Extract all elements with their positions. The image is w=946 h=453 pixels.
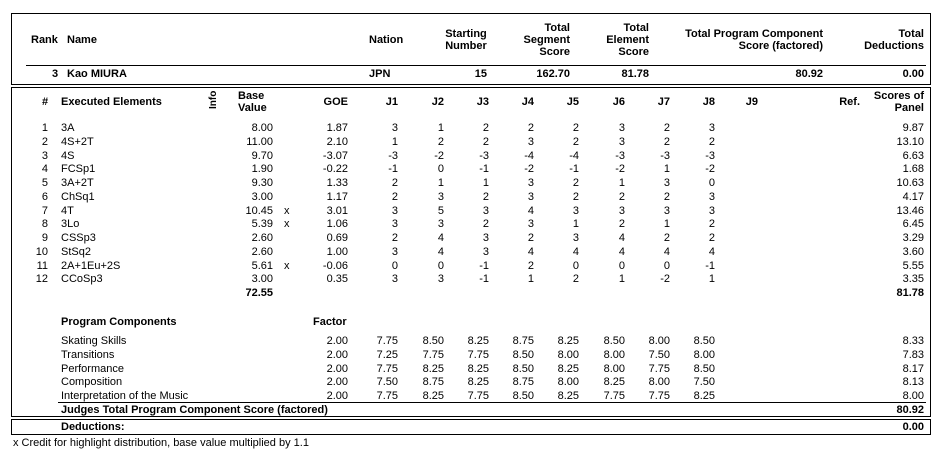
element-judge-score: 2 (572, 135, 579, 148)
element-judge-score: -2 (705, 163, 715, 176)
deductions-box (11, 419, 931, 435)
element-judge-score: -1 (479, 259, 489, 272)
element-judge-score: 2 (391, 232, 398, 244)
element-judge-score: 4 (572, 245, 579, 258)
element-judge-score: 0 (618, 259, 625, 272)
component-factor: 2.00 (326, 335, 348, 347)
element-goe: 1.33 (326, 177, 348, 189)
element-judge-score: 0 (391, 259, 398, 272)
element-goe: 0.35 (326, 273, 348, 286)
element-base-value: 11.00 (246, 135, 273, 148)
element-judge-score: 3 (527, 135, 534, 148)
element-judge-score: 2 (708, 218, 715, 231)
element-number: 7 (41, 204, 48, 217)
ref-header: Ref. (839, 96, 860, 108)
element-bonus-mark: x (284, 204, 290, 217)
component-judge-score: 8.25 (467, 335, 489, 347)
component-factor: 2.00 (326, 376, 348, 389)
judge-header-9: J9 (745, 96, 758, 108)
component-judge-score: 8.50 (693, 335, 715, 347)
element-base-value: 9.30 (251, 177, 273, 189)
element-number: 12 (35, 273, 48, 286)
element-name: 2A+1Eu+2S (61, 259, 121, 272)
element-judge-score: 3 (527, 218, 534, 231)
tes-header: Total Element Score (606, 22, 649, 58)
element-base-value: 1.90 (251, 163, 273, 176)
total-element-panel: 81.78 (896, 287, 924, 299)
element-judge-score: 3 (708, 190, 715, 203)
starting-number-value: 15 (474, 68, 487, 80)
element-judge-score: 2 (391, 177, 398, 189)
element-judge-score: 0 (437, 259, 444, 272)
element-judge-score: 1 (437, 177, 444, 189)
element-judge-score: 2 (527, 232, 534, 244)
element-judge-score: 5 (437, 204, 444, 217)
element-judge-score: -1 (479, 273, 489, 286)
total-base-value: 72.55 (245, 287, 273, 299)
component-panel-score: 7.83 (902, 348, 924, 361)
element-judge-score: -2 (660, 273, 670, 286)
element-base-value: 5.61 (251, 259, 273, 272)
element-judge-score: 1 (572, 218, 579, 231)
judge-header-2: J2 (431, 96, 444, 108)
component-panel-score: 8.17 (902, 362, 924, 375)
executed-elements-header: Executed Elements (61, 96, 162, 108)
nation-header: Nation (369, 34, 404, 46)
component-judge-score: 8.00 (648, 335, 670, 347)
element-judge-score: 3 (618, 122, 625, 134)
element-panel-score: 3.35 (902, 273, 924, 286)
deductions-total: 0.00 (902, 421, 924, 433)
component-factor: 2.00 (326, 348, 348, 361)
element-number: 3 (41, 149, 48, 162)
element-panel-score: 3.29 (902, 232, 924, 244)
element-base-value: 3.00 (251, 190, 273, 203)
element-name: 4S+2T (61, 135, 94, 148)
element-number: 4 (41, 163, 48, 176)
component-judge-score: 8.25 (467, 362, 489, 375)
element-goe: 0.69 (326, 232, 348, 244)
element-name: 3A (61, 122, 75, 134)
element-judge-score: 2 (618, 218, 625, 231)
component-judge-score: 8.50 (512, 362, 534, 375)
base-value-header: Base Value (238, 90, 267, 114)
component-judge-score: 8.75 (512, 335, 534, 347)
element-panel-score: 13.10 (896, 135, 924, 148)
element-judge-score: 2 (482, 190, 489, 203)
element-judge-score: 0 (663, 259, 670, 272)
component-judge-score: 8.50 (603, 335, 625, 347)
element-goe: 1.06 (326, 218, 348, 231)
component-judge-score: 7.50 (693, 376, 715, 389)
components-total-value: 80.92 (896, 404, 924, 416)
element-judge-score: 2 (572, 177, 579, 189)
element-name: 4T (61, 204, 74, 217)
component-panel-score: 8.00 (902, 390, 924, 402)
skater-name: Kao MIURA (67, 68, 127, 80)
element-judge-score: -1 (569, 163, 579, 176)
element-judge-score: -3 (705, 149, 715, 162)
element-goe: 3.01 (326, 204, 348, 217)
goe-header: GOE (323, 96, 348, 108)
element-name: StSq2 (61, 245, 91, 258)
element-judge-score: 3 (391, 204, 398, 217)
element-judge-score: -2 (615, 163, 625, 176)
component-judge-score: 7.50 (648, 348, 670, 361)
scores-of-panel-header: Scores of Panel (873, 90, 924, 114)
component-judge-score: 8.25 (422, 390, 444, 402)
element-judge-score: 3 (437, 190, 444, 203)
component-judge-score: 7.75 (376, 362, 398, 375)
element-base-value: 9.70 (251, 149, 273, 162)
component-judge-score: 8.00 (603, 362, 625, 375)
element-judge-score: 2 (482, 218, 489, 231)
element-judge-score: 4 (437, 245, 444, 258)
component-factor: 2.00 (326, 362, 348, 375)
element-base-value: 2.60 (251, 232, 273, 244)
element-number: 8 (41, 218, 48, 231)
deductions-value: 0.00 (902, 68, 924, 80)
element-judge-score: 2 (663, 122, 670, 134)
element-judge-score: 2 (572, 273, 579, 286)
element-goe: -3.07 (322, 149, 348, 162)
element-judge-score: 2 (663, 190, 670, 203)
element-judge-score: 3 (618, 135, 625, 148)
component-judge-score: 8.00 (648, 376, 670, 389)
element-judge-score: 1 (437, 122, 444, 134)
element-panel-score: 10.63 (896, 177, 924, 189)
element-name: CSSp3 (61, 232, 96, 244)
tss-value: 162.70 (536, 68, 570, 80)
element-judge-score: 4 (663, 245, 670, 258)
element-panel-score: 13.46 (896, 204, 924, 217)
tes-value: 81.78 (621, 68, 649, 80)
starting-number-header: Starting Number (445, 28, 487, 52)
element-goe: 2.10 (326, 135, 348, 148)
element-judge-score: 1 (391, 135, 398, 148)
element-judge-score: 2 (663, 135, 670, 148)
element-name: 3A+2T (61, 177, 94, 189)
element-number: 9 (41, 232, 48, 244)
element-judge-score: -1 (388, 163, 398, 176)
element-judge-score: 3 (527, 190, 534, 203)
component-judge-score: 8.00 (557, 376, 579, 389)
element-name: CCoSp3 (61, 273, 103, 286)
element-judge-score: 3 (482, 204, 489, 217)
component-judge-score: 8.00 (603, 348, 625, 361)
element-judge-score: 2 (527, 259, 534, 272)
element-judge-score: 4 (527, 204, 534, 217)
element-number: 5 (41, 177, 48, 189)
judge-header-8: J8 (702, 96, 715, 108)
component-judge-score: 7.75 (376, 390, 398, 402)
element-goe: -0.06 (322, 259, 348, 272)
element-judge-score: 1 (663, 163, 670, 176)
element-judge-score: 2 (391, 190, 398, 203)
element-judge-score: 0 (437, 163, 444, 176)
element-goe: 1.00 (326, 245, 348, 258)
element-number: 10 (35, 245, 48, 258)
element-judge-score: 2 (437, 135, 444, 148)
element-number: 11 (36, 259, 48, 272)
element-bonus-mark: x (284, 259, 290, 272)
element-judge-score: 0 (572, 259, 579, 272)
element-judge-score: 3 (437, 218, 444, 231)
component-judge-score: 8.00 (693, 348, 715, 361)
element-panel-score: 9.87 (902, 122, 924, 134)
element-goe: -0.22 (322, 163, 348, 176)
element-base-value: 5.39 (251, 218, 273, 231)
judge-header-4: J4 (521, 96, 534, 108)
element-name: FCSp1 (61, 163, 96, 176)
element-judge-score: 0 (708, 177, 715, 189)
element-judge-score: 1 (527, 273, 534, 286)
element-judge-score: 3 (391, 122, 398, 134)
element-judge-score: 2 (572, 122, 579, 134)
element-judge-score: -4 (569, 149, 579, 162)
element-name: 4S (61, 149, 75, 162)
element-bonus-mark: x (284, 218, 290, 231)
element-judge-score: 3 (482, 232, 489, 244)
element-judge-score: -3 (660, 149, 670, 162)
element-judge-score: 2 (527, 122, 534, 134)
name-header: Name (67, 34, 97, 46)
element-panel-score: 6.45 (902, 218, 924, 231)
component-name: Composition (61, 376, 123, 389)
summary-divider (26, 65, 926, 66)
component-judge-score: 8.75 (512, 376, 534, 389)
component-judge-score: 8.25 (693, 390, 715, 402)
element-judge-score: -1 (705, 259, 715, 272)
element-judge-score: -3 (479, 149, 489, 162)
element-judge-score: 2 (572, 190, 579, 203)
element-panel-score: 6.63 (902, 149, 924, 162)
element-judge-score: 3 (708, 122, 715, 134)
element-panel-score: 1.68 (902, 163, 924, 176)
judge-header-3: J3 (476, 96, 489, 108)
component-judge-score: 8.25 (557, 362, 579, 375)
element-number: 1 (41, 122, 48, 134)
component-judge-score: 7.75 (603, 390, 625, 402)
rank-header: Rank (31, 34, 58, 46)
element-judge-score: -1 (479, 163, 489, 176)
component-name: Transitions (61, 348, 115, 361)
judge-header-6: J6 (612, 96, 625, 108)
component-judge-score: 8.25 (467, 376, 489, 389)
component-judge-score: 7.25 (376, 348, 398, 361)
tss-header: Total Segment Score (523, 22, 570, 58)
element-judge-score: 3 (572, 232, 579, 244)
components-total-line (58, 402, 926, 403)
element-name: ChSq1 (61, 190, 95, 203)
element-judge-score: -3 (388, 149, 398, 162)
element-judge-score: 4 (708, 245, 715, 258)
element-base-value: 2.60 (251, 245, 273, 258)
element-judge-score: 3 (572, 204, 579, 217)
element-judge-score: 2 (618, 190, 625, 203)
element-judge-score: 3 (663, 177, 670, 189)
element-panel-score: 4.17 (902, 190, 924, 203)
component-judge-score: 8.00 (557, 348, 579, 361)
element-judge-score: 4 (437, 232, 444, 244)
component-judge-score: 7.75 (467, 390, 489, 402)
element-judge-score: 1 (663, 218, 670, 231)
component-panel-score: 8.33 (902, 335, 924, 347)
element-panel-score: 3.60 (902, 245, 924, 258)
element-judge-score: 4 (527, 245, 534, 258)
element-judge-score: -2 (434, 149, 444, 162)
element-base-value: 10.45 (245, 204, 273, 217)
component-judge-score: 8.75 (422, 376, 444, 389)
component-judge-score: 7.75 (376, 335, 398, 347)
element-judge-score: 2 (708, 232, 715, 244)
component-panel-score: 8.13 (902, 376, 924, 389)
element-goe: 1.87 (326, 122, 348, 134)
element-judge-score: 3 (618, 204, 625, 217)
element-judge-score: -2 (524, 163, 534, 176)
element-base-value: 3.00 (251, 273, 273, 286)
component-name: Performance (61, 362, 124, 375)
component-judge-score: 8.25 (557, 390, 579, 402)
element-name: 3Lo (61, 218, 80, 231)
element-judge-score: 1 (482, 177, 489, 189)
element-judge-score: 2 (482, 135, 489, 148)
element-judge-score: 4 (618, 245, 625, 258)
element-judge-score: 3 (437, 273, 444, 286)
element-number: 2 (41, 135, 48, 148)
element-judge-score: 3 (663, 204, 670, 217)
component-judge-score: 8.25 (422, 362, 444, 375)
deductions-header: Total Deductions (864, 28, 924, 52)
element-judge-score: 1 (618, 177, 625, 189)
deductions-label: Deductions: (61, 421, 125, 433)
judge-header-7: J7 (657, 96, 670, 108)
element-number: 6 (41, 190, 48, 203)
component-judge-score: 8.50 (512, 348, 534, 361)
element-judge-score: 3 (482, 245, 489, 258)
element-judge-score: 2 (708, 135, 715, 148)
component-judge-score: 7.75 (648, 390, 670, 402)
component-name: Interpretation of the Music (61, 390, 189, 402)
rank-value: 3 (52, 68, 59, 80)
component-judge-score: 8.25 (557, 335, 579, 347)
component-judge-score: 7.75 (648, 362, 670, 375)
factor-header: Factor (313, 316, 347, 328)
judge-header-5: J5 (566, 96, 579, 108)
element-judge-score: -4 (524, 149, 534, 162)
component-judge-score: 7.50 (376, 376, 398, 389)
element-judge-score: 1 (618, 273, 625, 286)
judge-header-1: J1 (385, 96, 398, 108)
component-name: Skating Skills (61, 335, 127, 347)
element-base-value: 8.00 (251, 122, 273, 134)
footnote: x Credit for highlight distribution, base value multiplied by 1.1 (13, 437, 309, 449)
info-header: Info (208, 90, 219, 109)
element-judge-score: 3 (391, 218, 398, 231)
element-number-header: # (42, 96, 49, 108)
element-panel-score: 5.55 (902, 259, 924, 272)
component-judge-score: 8.50 (422, 335, 444, 347)
element-judge-score: 2 (482, 122, 489, 134)
element-judge-score: 4 (618, 232, 625, 244)
program-components-title: Program Components (61, 316, 177, 328)
element-judge-score: 3 (391, 245, 398, 258)
element-judge-score: -3 (615, 149, 625, 162)
element-judge-score: 1 (708, 273, 715, 286)
pcs-value: 80.92 (795, 68, 823, 80)
element-judge-score: 3 (527, 177, 534, 189)
component-judge-score: 8.50 (512, 390, 534, 402)
component-judge-score: 7.75 (467, 348, 489, 361)
component-factor: 2.00 (326, 390, 348, 402)
nation-value: JPN (369, 68, 391, 80)
element-judge-score: 3 (708, 204, 715, 217)
component-judge-score: 7.75 (422, 348, 444, 361)
component-judge-score: 8.50 (693, 362, 715, 375)
pcs-header: Total Program Component Score (factored) (685, 28, 823, 52)
element-judge-score: 3 (391, 273, 398, 286)
element-goe: 1.17 (326, 190, 348, 203)
component-judge-score: 8.25 (603, 376, 625, 389)
components-total-label: Judges Total Program Component Score (factored) (61, 404, 328, 416)
element-judge-score: 2 (663, 232, 670, 244)
